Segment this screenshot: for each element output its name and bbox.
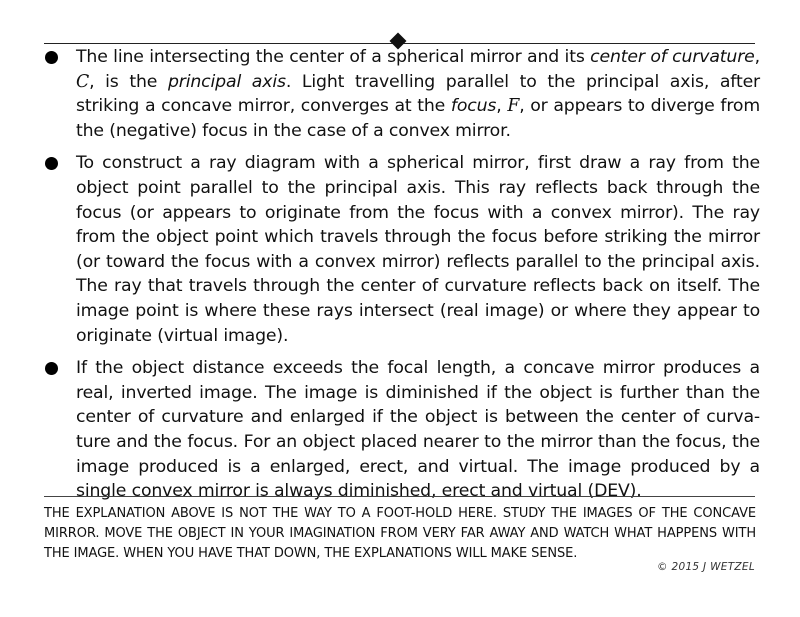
copyright-notice: © 2015 J WETZEL [657, 561, 755, 573]
bullet-text: To construct a ray diagram with a spherical mirror, first draw a ray from the object point parallel to the principal axis. This ray reflects back through the focus (or appears to originate from the focus with a convex mirror). The ray from the object point which travels through the focus before striking the mirror (or toward the focus with a convex mirror) reflects parallel to the principal axis. The ray that travels through the center of curvature reflects back on itself. The image point is where these rays intersect (real image) or where they appear to originate (virtual image). [76, 153, 760, 346]
bottom-divider [44, 496, 755, 497]
footnote-text: THE EXPLANATION ABOVE IS NOT THE WAY TO A FOOT-HOLD HERE. STUDY THE IMAGES OF THE CONCAVE MIRROR. MOVE THE OBJECT IN YOUR IMAGINATION FROM VERY FAR AWAY AND WATCH WHAT HAPPENS WITH THE IMAGE. WHEN YOU HAVE THAT DOWN, THE EXPLANATIONS WILL MAKE SENSE. [44, 506, 756, 561]
text-run: , is the [89, 71, 168, 92]
term-center-of-curvature: center of curvature [590, 47, 755, 67]
bullet-item-ray-diagram [40, 151, 760, 348]
term-principal-axis: principal axis [167, 71, 286, 92]
term-focus: focus [450, 96, 497, 117]
bullet-text: If the object distance exceeds the focal length, a concave mirror produces a real, inverted image. The image is diminished if the object is further than the center of curvature and enlarged if the object is between the center of curva-ture and the focus. For an object placed nearer to the mirror than the focus, the image produced is a enlarged, erect, and virtual. The image produced by a single convex mirror is always diminished, erect and virtual (DEV). [76, 358, 760, 502]
text-run: The line intersecting the center of a spherical mirror and its [76, 47, 591, 67]
text-run: , or appears to diverge from the (negative) focus in the case of a convex mirror. [76, 96, 761, 141]
bullet-dot-icon [45, 362, 58, 375]
bullet-item-principal-axis [40, 45, 760, 143]
bullet-dot-icon [45, 157, 58, 170]
text-run: , [754, 47, 760, 67]
bullet-item-image-properties [40, 356, 760, 504]
symbol-c: C [76, 71, 90, 92]
text-run: , [496, 96, 508, 117]
symbol-f: F [507, 96, 520, 117]
text-run: . Light travelling parallel to the principal axis, after striking a concave mirror, converges at the [76, 71, 761, 117]
bullet-list [40, 45, 760, 504]
bullet-dot-icon [45, 51, 58, 64]
